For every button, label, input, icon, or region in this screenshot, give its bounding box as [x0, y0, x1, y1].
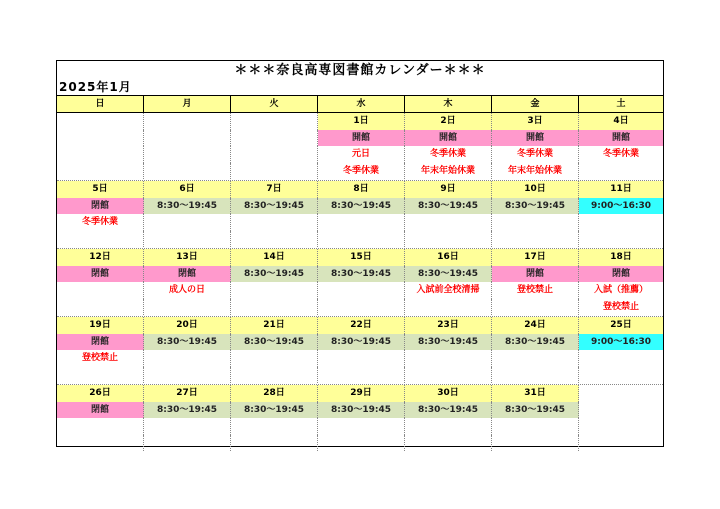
note-cell — [231, 418, 318, 435]
note-cell — [492, 435, 579, 451]
status-cell: 8:30～19:45 — [144, 198, 231, 214]
date-cell: 25日 — [579, 317, 663, 334]
week-block — [57, 113, 663, 181]
note-cell — [318, 367, 405, 383]
weeks-container — [57, 113, 663, 453]
week-date-row — [57, 385, 663, 402]
note-cell — [57, 299, 144, 315]
status-cell: 開館 — [318, 130, 405, 146]
date-cell: 23日 — [405, 317, 492, 334]
weekday-tue: 火 — [231, 95, 318, 113]
date-cell: 6日 — [144, 181, 231, 198]
note-cell: 冬季休業 — [318, 163, 405, 179]
note-cell — [405, 299, 492, 315]
status-cell: 閉館 — [57, 266, 144, 282]
date-cell: 13日 — [144, 249, 231, 266]
note-cell: 冬季休業 — [405, 146, 492, 163]
date-cell: 4日 — [579, 113, 663, 130]
note-cell — [57, 231, 144, 247]
date-cell: 14日 — [231, 249, 318, 266]
date-cell — [57, 113, 144, 130]
date-cell: 17日 — [492, 249, 579, 266]
status-cell — [57, 130, 144, 146]
week-block — [57, 181, 663, 249]
status-cell: 8:30～19:45 — [492, 402, 579, 418]
note-cell — [492, 350, 579, 367]
note-cell — [492, 367, 579, 383]
note-cell — [405, 418, 492, 435]
note-cell — [405, 350, 492, 367]
status-cell: 開館 — [405, 130, 492, 146]
note-cell — [144, 163, 231, 179]
status-cell: 閉館 — [144, 266, 231, 282]
date-cell: 29日 — [318, 385, 405, 402]
note-cell — [57, 435, 144, 451]
note-cell — [144, 299, 231, 315]
status-cell: 8:30～19:45 — [231, 402, 318, 418]
date-cell: 2日 — [405, 113, 492, 130]
week-note-row — [57, 146, 663, 163]
weekday-wed: 水 — [318, 95, 405, 113]
note-cell: 入試（推薦） — [593, 285, 648, 295]
week-date-row — [57, 181, 663, 198]
week-status-row — [57, 198, 663, 214]
note-cell — [231, 231, 318, 247]
note-cell — [579, 435, 663, 451]
note-cell — [144, 418, 231, 435]
status-cell — [144, 130, 231, 146]
date-cell: 10日 — [492, 181, 579, 198]
status-cell: 8:30～19:45 — [231, 266, 318, 282]
week-block — [57, 385, 663, 453]
note-cell — [57, 146, 144, 163]
note-cell: 登校禁止 — [602, 302, 639, 312]
note-cell — [318, 418, 405, 435]
week-note-row — [57, 214, 663, 231]
date-cell: 12日 — [57, 249, 144, 266]
note-cell — [318, 282, 405, 299]
weekday-thu: 木 — [405, 95, 492, 113]
note-cell — [231, 367, 318, 383]
note-cell — [579, 418, 663, 435]
week-note-row — [57, 418, 663, 435]
week-note-row — [57, 350, 663, 367]
note-cell — [231, 146, 318, 163]
status-cell: 9:00～16:30 — [579, 198, 663, 214]
note-cell — [318, 299, 405, 315]
note-cell — [144, 350, 231, 367]
date-cell: 18日 — [579, 249, 663, 266]
status-cell: 8:30～19:45 — [318, 334, 405, 350]
status-cell: 閉館 — [57, 402, 144, 418]
status-cell: 閉館 — [57, 334, 144, 350]
status-cell — [579, 402, 663, 418]
week-block — [57, 249, 663, 317]
date-cell: 7日 — [231, 181, 318, 198]
note-cell — [579, 231, 663, 247]
note-cell — [231, 163, 318, 179]
note-cell: 年末年始休業 — [492, 163, 579, 179]
date-cell: 1日 — [318, 113, 405, 130]
week-note2-row — [57, 299, 663, 315]
note-cell — [579, 350, 663, 367]
calendar-grid — [57, 95, 663, 453]
note-cell — [318, 435, 405, 451]
date-cell: 21日 — [231, 317, 318, 334]
weekday-header-row — [57, 95, 663, 113]
week-note2-row — [57, 231, 663, 247]
note-cell — [144, 146, 231, 163]
note-cell — [57, 163, 144, 179]
status-cell: 閉館 — [492, 266, 579, 282]
note-cell — [492, 418, 579, 435]
note-cell: 冬季休業 — [602, 149, 639, 159]
week-note2-row — [57, 163, 663, 179]
week-note2-row — [57, 435, 663, 451]
status-cell: 9:00～16:30 — [579, 334, 663, 350]
date-cell: 16日 — [405, 249, 492, 266]
date-cell: 20日 — [144, 317, 231, 334]
note-cell — [231, 214, 318, 231]
week-status-row — [57, 130, 663, 146]
note-cell — [492, 231, 579, 247]
note-cell: 元日 — [318, 146, 405, 163]
status-cell: 8:30～19:45 — [492, 334, 579, 350]
note-cell — [144, 231, 231, 247]
status-cell: 8:30～19:45 — [405, 334, 492, 350]
week-date-row — [57, 249, 663, 266]
page-title: ＊＊＊奈良高専図書館カレンダー＊＊＊ — [234, 63, 486, 78]
month-label: 2025年1月 — [59, 80, 132, 94]
status-cell: 閉館 — [57, 198, 144, 214]
weekday-mon: 月 — [144, 95, 231, 113]
date-cell: 28日 — [231, 385, 318, 402]
date-cell: 24日 — [492, 317, 579, 334]
note-cell — [231, 350, 318, 367]
week-status-row — [57, 334, 663, 350]
week-block — [57, 317, 663, 385]
date-cell: 27日 — [144, 385, 231, 402]
note-cell — [57, 367, 144, 383]
note-cell — [144, 214, 231, 231]
date-cell: 3日 — [492, 113, 579, 130]
status-cell: 開館 — [579, 130, 663, 146]
note-cell — [492, 214, 579, 231]
note-cell: 冬季休業 — [57, 214, 144, 231]
date-cell — [144, 113, 231, 130]
note-cell — [57, 282, 144, 299]
date-cell: 8日 — [318, 181, 405, 198]
note-cell — [144, 435, 231, 451]
note-cell — [579, 214, 663, 231]
status-cell: 閉館 — [579, 266, 663, 282]
status-cell: 8:30～19:45 — [231, 198, 318, 214]
week-date-row — [57, 317, 663, 334]
week-note-row — [57, 282, 663, 299]
week-date-row — [57, 113, 663, 130]
status-cell: 8:30～19:45 — [405, 402, 492, 418]
note-cell — [57, 418, 144, 435]
week-status-row — [57, 266, 663, 282]
weekday-fri: 金 — [492, 95, 579, 113]
date-cell: 19日 — [57, 317, 144, 334]
status-cell: 開館 — [492, 130, 579, 146]
date-cell: 15日 — [318, 249, 405, 266]
note-cell — [231, 282, 318, 299]
note-cell — [405, 367, 492, 383]
weekday-sun: 日 — [57, 95, 144, 113]
weekday-sat: 土 — [579, 95, 663, 113]
status-cell: 8:30～19:45 — [144, 334, 231, 350]
status-cell: 8:30～19:45 — [231, 334, 318, 350]
note-cell — [492, 299, 579, 315]
status-cell: 8:30～19:45 — [492, 198, 579, 214]
note-cell — [318, 231, 405, 247]
note-cell: 冬季休業 — [492, 146, 579, 163]
note-cell — [579, 367, 663, 383]
note-cell — [405, 231, 492, 247]
date-cell — [579, 385, 663, 402]
date-cell: 9日 — [405, 181, 492, 198]
note-cell — [318, 350, 405, 367]
note-cell: 成人の日 — [144, 282, 231, 299]
status-cell: 8:30～19:45 — [318, 402, 405, 418]
date-cell — [231, 113, 318, 130]
date-cell: 30日 — [405, 385, 492, 402]
note-cell — [231, 299, 318, 315]
note-cell: 年末年始休業 — [405, 163, 492, 179]
note-cell — [144, 367, 231, 383]
week-note2-row — [57, 367, 663, 383]
status-cell: 8:30～19:45 — [405, 266, 492, 282]
status-cell: 8:30～19:45 — [318, 266, 405, 282]
status-cell: 8:30～19:45 — [144, 402, 231, 418]
week-status-row — [57, 402, 663, 418]
note-cell — [231, 435, 318, 451]
note-cell: 入試前全校清掃 — [405, 282, 492, 299]
date-cell: 5日 — [57, 181, 144, 198]
calendar-sheet — [56, 60, 664, 447]
date-cell: 26日 — [57, 385, 144, 402]
date-cell: 31日 — [492, 385, 579, 402]
status-cell: 8:30～19:45 — [405, 198, 492, 214]
status-cell: 8:30～19:45 — [318, 198, 405, 214]
note-cell — [405, 435, 492, 451]
note-cell — [405, 214, 492, 231]
note-cell — [318, 214, 405, 231]
note-cell: 登校禁止 — [492, 282, 579, 299]
note-cell — [579, 163, 663, 179]
status-cell — [231, 130, 318, 146]
date-cell: 22日 — [318, 317, 405, 334]
date-cell: 11日 — [579, 181, 663, 198]
note-cell: 登校禁止 — [57, 350, 144, 367]
